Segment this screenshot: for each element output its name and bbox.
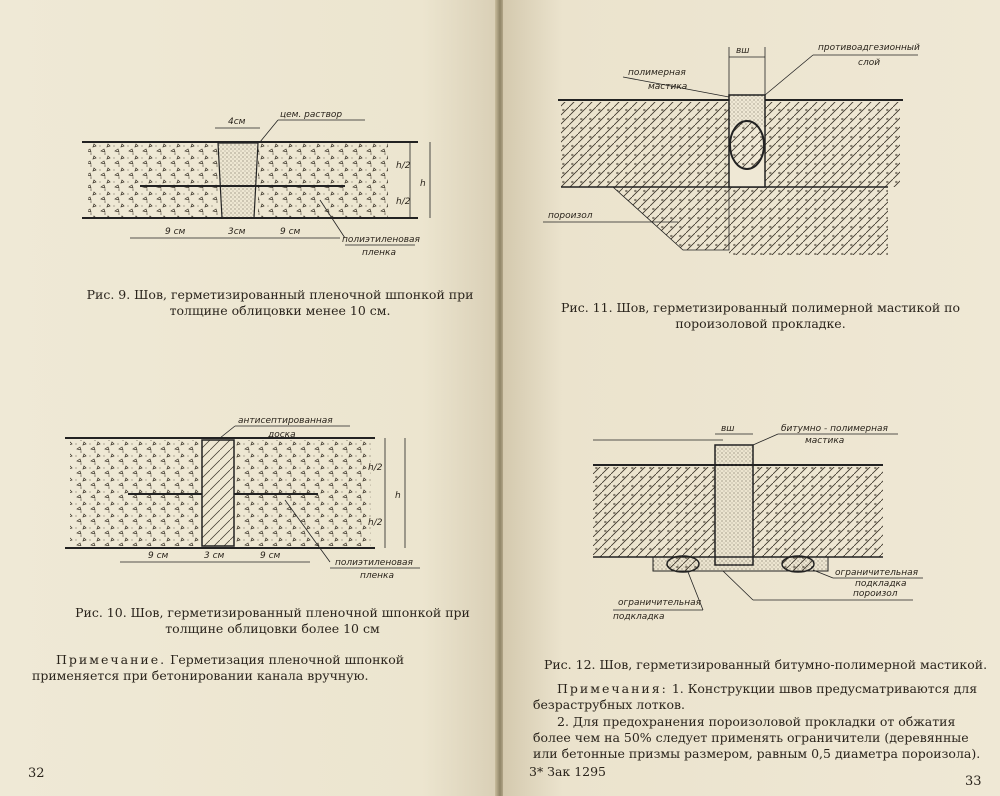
- footer-order: 3* Зак 1295: [529, 764, 607, 779]
- figure-12-caption: Рис. 12. Шов, герметизированный битумно-полимерной мастикой.: [543, 657, 988, 672]
- notes-title: Примечания:: [557, 681, 668, 696]
- note-left: [32, 652, 487, 684]
- left-page: [0, 0, 497, 796]
- note-text: Герметизация пленочной шпонкой применяется при бетонировании канала вручную.: [32, 652, 405, 683]
- fig9-film-1: полиэтиленовая: [342, 235, 420, 245]
- figure-11-drawing: [533, 35, 983, 270]
- fig9-width-label: 4см: [228, 117, 246, 127]
- fig9-dim-right: 9 см: [280, 227, 301, 237]
- right-page: [503, 0, 1000, 796]
- figure-9-caption: Рис. 9. Шов, герметизированный пленочной шпонкой при толщине облицовки менее 10 см.: [86, 287, 474, 318]
- fig11-poly-1: полимерная: [628, 68, 686, 78]
- figure-10-drawing: [60, 410, 490, 585]
- fig12-limit-r1: ограничительная: [835, 568, 919, 578]
- fig10-dim-mid: 3 см: [204, 551, 225, 561]
- fig10-half-bot: h/2: [368, 518, 383, 528]
- figure-12-drawing: [593, 420, 993, 630]
- notes-right: [533, 681, 988, 713]
- fig12-width: вш: [721, 424, 735, 434]
- fig10-dim-left: 9 см: [148, 551, 169, 561]
- fig12-poroizol: пороизол: [853, 589, 898, 599]
- fig9-dim-left: 9 см: [165, 227, 186, 237]
- note-2: 2. Для предохранения пороизоловой прокладки от обжатия более чем на 50% следует применять ограничители (деревянные или бетонные призмы размером, равным 0,5 диаметра пороизола).: [533, 714, 981, 761]
- fig11-poroizol: пороизол: [548, 211, 593, 221]
- note-1: 1. Конструкции швов предусматриваются для безраструбных лотков.: [533, 681, 978, 712]
- fig9-h: h: [420, 179, 426, 189]
- fig9-film-2: пленка: [362, 248, 397, 258]
- page-number-left: 32: [28, 766, 45, 781]
- fig10-film-2: пленка: [360, 571, 395, 581]
- fig10-dim-right: 9 см: [260, 551, 281, 561]
- figure-11-caption: Рис. 11. Шов, герметизированный полимерной мастикой по пороизоловой прокладке.: [560, 300, 961, 331]
- fig10-h: h: [395, 491, 401, 501]
- fig11-width: вш: [736, 46, 750, 56]
- fig10-half-top: h/2: [368, 463, 383, 473]
- fig11-anti-1: противоадгезионный: [818, 43, 920, 53]
- fig12-bitum-1: битумно - полимерная: [781, 424, 888, 434]
- page-number-right: 33: [965, 774, 982, 789]
- fig12-limit-l1: ограничительная: [618, 598, 702, 608]
- fig9-mortar-label: цем. раствор: [280, 110, 343, 120]
- figure-9-drawing: [70, 100, 490, 270]
- fig12-limit-r2: подкладка: [855, 579, 907, 589]
- fig10-board-1: антисептированная: [238, 416, 333, 426]
- fig11-anti-2: слой: [858, 58, 881, 68]
- figure-10-caption: Рис. 10. Шов, герметизированный пленочной шпонкой при толщине облицовки более 10 см: [75, 605, 470, 636]
- note-title: Примечание.: [56, 652, 167, 667]
- fig10-board-2: доска: [268, 430, 296, 440]
- fig9-half-top: h/2: [396, 161, 411, 171]
- fig9-dim-mid: 3см: [228, 227, 246, 237]
- fig12-bitum-2: мастика: [805, 436, 845, 446]
- fig9-half-bot: h/2: [396, 197, 411, 207]
- fig12-limit-l2: подкладка: [613, 612, 665, 622]
- fig10-film-1: полиэтиленовая: [335, 558, 413, 568]
- fig11-poly-2: мастика: [648, 82, 688, 92]
